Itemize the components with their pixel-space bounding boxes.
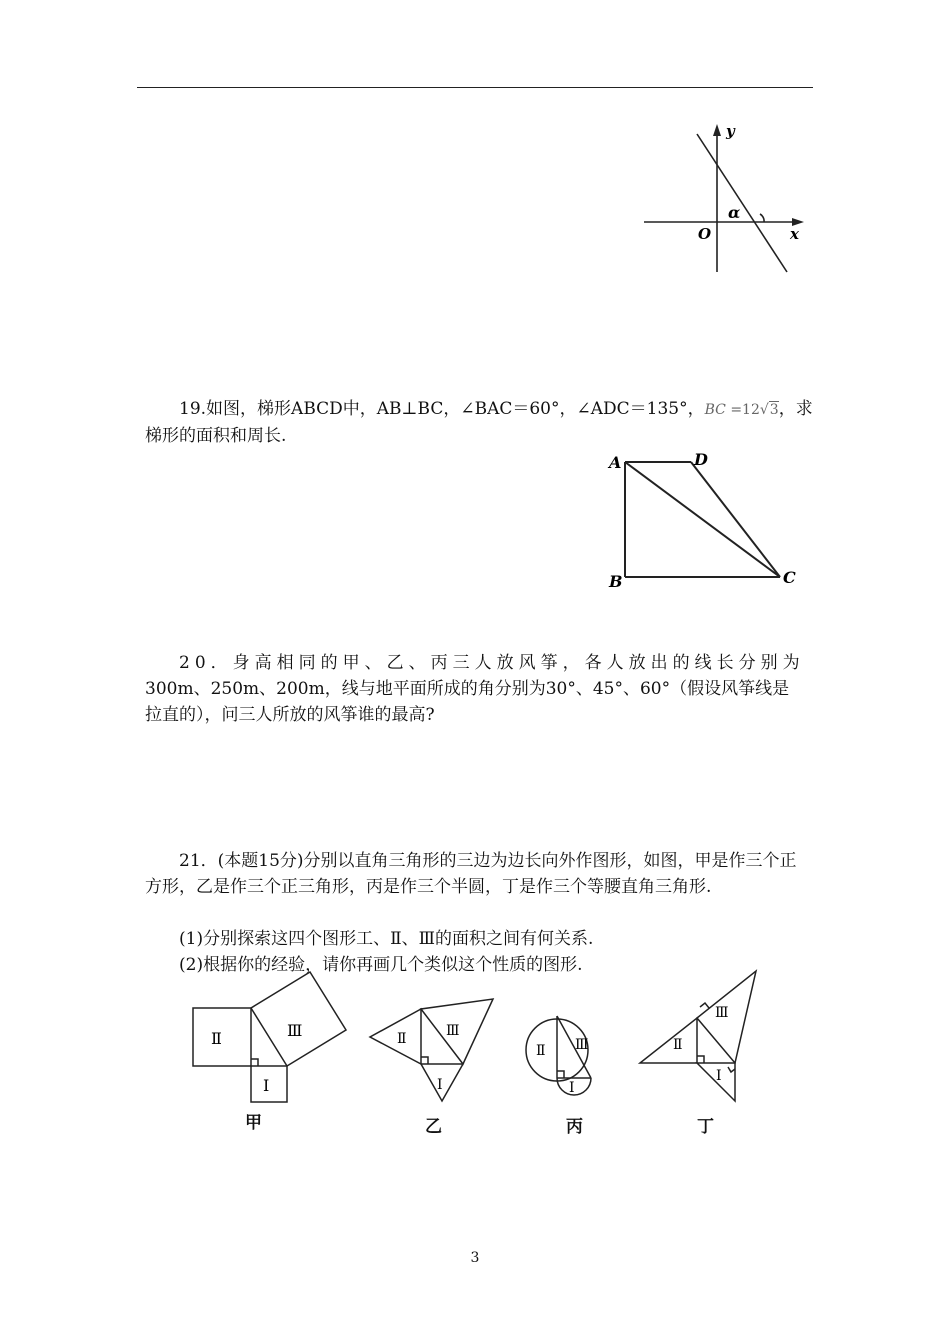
right-angle-mark	[421, 1057, 428, 1064]
jia-roman-2: Ⅱ	[211, 1029, 222, 1048]
right-angle-mark	[557, 1071, 564, 1078]
label-d: D	[694, 450, 708, 469]
q19-text: 19.如图，梯形ABCD中，AB⊥BC，∠BAC＝60°，∠ADC＝135°，BC =12√3，求梯形的面积和周长.	[145, 399, 813, 446]
yi-roman-2: Ⅱ	[397, 1031, 407, 1047]
side-dc	[691, 462, 780, 577]
angle-arc	[760, 214, 764, 222]
figure-ding	[636, 963, 766, 1113]
right-angle-mark-3	[728, 1067, 735, 1072]
bing-roman-2: Ⅱ	[536, 1043, 546, 1059]
yi-roman-3: Ⅲ	[446, 1023, 460, 1039]
caption-yi: 乙	[425, 1117, 442, 1137]
triangle-2	[640, 1018, 697, 1063]
q21-part1: (1)分别探索这四个图形工、Ⅱ、Ⅲ的面积之间有何关系.	[179, 929, 594, 949]
figure-jia	[190, 968, 360, 1128]
q21-part2: (2)根据你的经验，请你再画几个类似这个性质的图形.	[179, 955, 583, 975]
q21-intro: 21．(本题15分)分别以直角三角形的三边为边长向外作图形，如图，甲是作三个正方形，乙是作三个正三角形，丙是作三个半圆，丁是作三个等腰直角三角形.	[145, 851, 797, 897]
sloped-line	[697, 134, 787, 272]
bing-roman-1: Ⅰ	[569, 1080, 575, 1096]
yi-roman-1: Ⅰ	[437, 1077, 443, 1093]
ding-roman-2: Ⅱ	[673, 1037, 683, 1053]
right-angle-mark	[251, 1059, 258, 1066]
caption-bing: 丙	[566, 1117, 583, 1137]
bing-roman-3: Ⅲ	[575, 1037, 589, 1053]
page-number: 3	[470, 1250, 480, 1266]
square-3	[251, 972, 346, 1066]
ding-roman-3: Ⅲ	[715, 1005, 729, 1021]
jia-roman-1: Ⅰ	[263, 1076, 270, 1095]
figure-bing	[524, 1012, 644, 1132]
y-arrow	[713, 124, 721, 136]
alpha-label: α	[728, 203, 741, 222]
caption-ding: 丁	[697, 1117, 714, 1137]
caption-jia: 甲	[245, 1113, 262, 1133]
diagonal-ac	[625, 462, 780, 577]
figure-yi	[366, 995, 506, 1115]
label-b: B	[609, 572, 623, 591]
jia-roman-3: Ⅲ	[287, 1021, 303, 1040]
triangle-2	[370, 1009, 421, 1064]
axes-figure	[640, 122, 810, 282]
ding-roman-1: Ⅰ	[716, 1068, 722, 1084]
bc-formula: BC =12√3	[704, 402, 779, 418]
label-a: A	[609, 453, 622, 472]
x-label: x	[790, 225, 799, 243]
label-c: C	[783, 568, 796, 587]
right-angle-mark	[697, 1056, 704, 1063]
origin-label: O	[698, 225, 712, 243]
q20-text: 20．身高相同的甲、乙、丙三人放风筝，各人放出的线长分别为 300m、250m、200m，线与地平面所成的角分别为30°、45°、60°（假设风筝线是 拉直的），问三人所放的风筝谁的最高?	[145, 653, 805, 725]
square-2	[193, 1008, 251, 1066]
y-label: y	[726, 122, 735, 140]
right-angle-mark-2	[700, 1003, 709, 1008]
trapezoid-figure	[605, 448, 805, 591]
header-rule	[137, 87, 813, 88]
